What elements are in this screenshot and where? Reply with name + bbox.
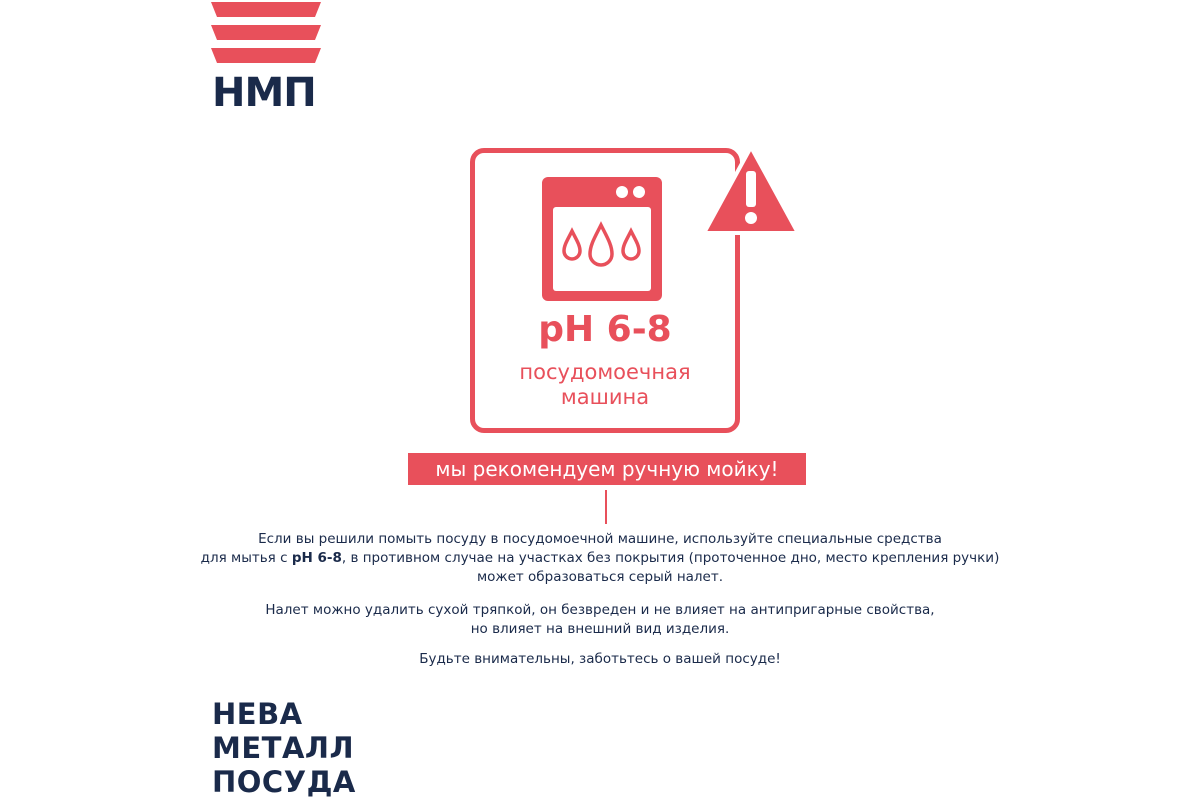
- brand-line1: НЕВА: [212, 697, 303, 731]
- machine-label-line1: посудомоечная: [519, 360, 691, 384]
- ph-value: pH 6-8: [538, 309, 672, 350]
- p2-line1: Налет можно удалить сухой тряпкой, он безвреден и не влияет на антипригарные свойства,: [265, 602, 935, 618]
- p1-line2-end: , в противном случае на участках без покрытия (проточенное дно, место крепления ручки): [341, 550, 1000, 566]
- brand-name: [212, 697, 356, 799]
- dishwasher-icon: [540, 175, 664, 303]
- p1-line3: может образоваться серый налет.: [476, 569, 724, 585]
- instruction-paragraph-1: [180, 530, 1020, 587]
- p1-line2: [180, 549, 1020, 568]
- divider-line: [605, 490, 607, 524]
- machine-label: [470, 360, 740, 410]
- p2-line2: но влияет на внешний вид изделия.: [470, 621, 730, 637]
- p1-line2-start: для мытья с: [200, 550, 292, 566]
- instruction-paragraph-3: Будьте внимательны, заботьтесь о вашей посуде!: [419, 651, 781, 667]
- warning-triangle-icon: [700, 143, 802, 239]
- brand-line2: МЕТАЛЛ: [212, 731, 355, 765]
- logo-text: НМП: [212, 70, 316, 116]
- p1-ph-bold: pH 6-8: [291, 550, 342, 566]
- instruction-paragraph-2: [180, 601, 1020, 639]
- brand-line3: ПОСУДА: [212, 765, 356, 799]
- p1-line1: Если вы решили помыть посуду в посудомоечной машине, используйте специальные средства: [258, 531, 942, 547]
- machine-label-line2: машина: [560, 385, 650, 409]
- recommendation-banner: мы рекомендуем ручную мойку!: [408, 453, 806, 485]
